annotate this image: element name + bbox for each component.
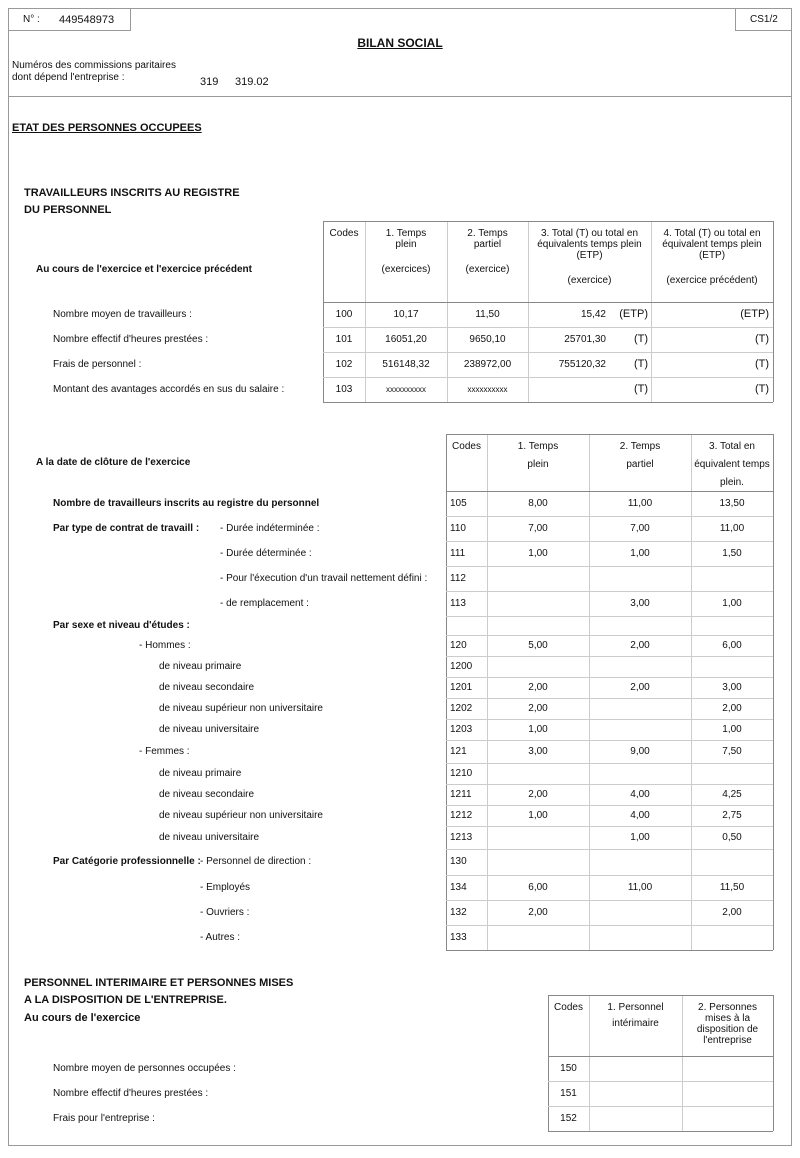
page-code-box xyxy=(735,8,792,31)
row-code: 1211 xyxy=(450,789,472,800)
cell-value: 755120,32 xyxy=(558,359,606,370)
table-grid-line xyxy=(446,875,773,876)
interim-title-line-1: PERSONNEL INTERIMAIRE ET PERSONNES MISES xyxy=(24,977,294,989)
table-grid-line xyxy=(323,221,773,222)
commissions-label-line-2: dont dépend l'entreprise : xyxy=(12,72,125,83)
row-label: - Durée indéterminée : xyxy=(220,523,320,534)
table-grid-line xyxy=(773,995,774,1131)
table-grid-line xyxy=(446,541,773,542)
cell-value: 11,00 xyxy=(627,882,653,893)
table-grid-line xyxy=(446,698,773,699)
col-header: 1. Temps xyxy=(385,228,427,239)
row-label: Nombre effectif d'heures prestées : xyxy=(53,1088,209,1099)
col-header: disposition de xyxy=(696,1024,759,1035)
table-grid-line xyxy=(446,434,447,950)
col-header: (ETP) xyxy=(698,250,726,261)
row-label: - Durée déterminée : xyxy=(220,548,312,559)
cell-value: 1,00 xyxy=(630,548,650,559)
table-grid-line xyxy=(446,616,773,617)
col-header: intérimaire xyxy=(612,1018,659,1029)
cell-value: 9650,10 xyxy=(469,334,506,345)
row-label: - Pour l'éxecution d'un travail nettement défini : xyxy=(220,573,428,584)
row-label: Frais pour l'entreprise : xyxy=(53,1113,155,1124)
table-grid-line xyxy=(446,635,773,636)
col-header: 3. Total (T) ou total en xyxy=(540,228,639,239)
row-label: - Personnel de direction : xyxy=(200,856,312,867)
cell-value: 1,00 xyxy=(722,598,742,609)
row-label: - Employés xyxy=(200,882,251,893)
registre-period-label: Au cours de l'exercice et l'exercice précédent xyxy=(36,264,252,275)
table-grid-line xyxy=(323,377,773,378)
interim-title-line-2: A LA DISPOSITION DE L'ENTREPRISE. xyxy=(24,994,227,1006)
cloture-period-label: A la date de clôture de l'exercice xyxy=(36,457,191,468)
cell-value: 10,17 xyxy=(393,309,419,320)
commissions-label-line-1: Numéros des commissions paritaires xyxy=(12,60,176,71)
registration-number-label: N° : xyxy=(23,14,40,25)
row-code: 112 xyxy=(450,573,466,584)
cell-value: 516148,32 xyxy=(382,359,430,370)
col-header: plein xyxy=(395,239,417,250)
row-label: de niveau universitaire xyxy=(159,832,260,843)
col-header: plein xyxy=(527,459,549,470)
table-grid-line xyxy=(446,925,773,926)
cell-value: 11,00 xyxy=(627,498,653,509)
cell-value: 1,00 xyxy=(630,832,650,843)
row-code: 1202 xyxy=(450,703,473,714)
row-code: 150 xyxy=(560,1063,577,1074)
row-code: 111 xyxy=(450,548,466,559)
col-header: 1. Personnel xyxy=(607,1002,664,1013)
table-grid-line xyxy=(548,1106,773,1107)
cell-value: 1,00 xyxy=(528,810,548,821)
row-code: 113 xyxy=(450,598,466,609)
table-grid-line xyxy=(446,656,773,657)
col-header: mises à la xyxy=(704,1013,750,1024)
row-label: - Ouvriers : xyxy=(200,907,250,918)
table-grid-line xyxy=(548,1131,773,1132)
cell-value: 5,00 xyxy=(528,640,548,651)
cell-value: 4,00 xyxy=(630,789,650,800)
col-header: (exercices) xyxy=(381,264,431,275)
row-label: de niveau secondaire xyxy=(159,682,255,693)
cell-value: 11,50 xyxy=(719,882,745,893)
table-grid-line xyxy=(446,491,773,492)
registre-title-line-2: DU PERSONNEL xyxy=(24,204,112,216)
col-header: 3. Total en xyxy=(709,441,755,452)
page-code: CS1/2 xyxy=(750,14,778,25)
table-grid-line xyxy=(446,784,773,785)
cell-value: 25701,30 xyxy=(564,334,606,345)
table-grid-line xyxy=(446,740,773,741)
col-header: 2. Temps xyxy=(467,228,508,239)
cell-value: 9,00 xyxy=(630,746,650,757)
col-header: partiel xyxy=(473,239,502,250)
table-grid-line xyxy=(446,434,773,435)
cell-value: 2,00 xyxy=(630,640,650,651)
col-header: 4. Total (T) ou total en xyxy=(663,228,761,239)
row-label: Nombre moyen de personnes occupées : xyxy=(53,1063,236,1074)
row-code: 1200 xyxy=(450,661,473,672)
table-grid-line xyxy=(446,516,773,517)
cell-value: xxxxxxxxxx xyxy=(386,385,426,394)
cell-value: 2,00 xyxy=(528,789,548,800)
cell-value: 2,75 xyxy=(722,810,742,821)
row-code: 134 xyxy=(450,882,467,893)
registre-title-line-1: TRAVAILLEURS INSCRITS AU REGISTRE xyxy=(24,187,240,199)
col-header: plein. xyxy=(720,477,744,488)
table-grid-line xyxy=(446,826,773,827)
commission-number: 319 xyxy=(200,76,219,88)
cell-value: 2,00 xyxy=(722,907,742,918)
table-grid-line xyxy=(323,302,773,303)
header-divider xyxy=(8,96,792,97)
table-grid-line xyxy=(548,995,773,996)
cell-value: 1,50 xyxy=(722,548,742,559)
row-code: 130 xyxy=(450,856,467,867)
registration-number-box xyxy=(8,8,131,31)
unit-label: (T) xyxy=(754,383,769,395)
unit-label: (T) xyxy=(633,383,648,395)
cell-value: 11,00 xyxy=(719,523,745,534)
cell-value: 4,25 xyxy=(722,789,742,800)
commission-number: 319.02 xyxy=(235,76,269,88)
group-label: Par sexe et niveau d'études : xyxy=(53,620,190,631)
col-header: l'entreprise xyxy=(703,1035,752,1046)
codes-header: Codes xyxy=(452,441,481,452)
table-grid-line xyxy=(589,995,590,1131)
col-header: équivalent temps plein xyxy=(662,239,762,250)
row-code: 103 xyxy=(335,384,353,395)
row-code: 105 xyxy=(450,498,467,509)
cell-value: 1,00 xyxy=(528,548,548,559)
cell-value: 3,00 xyxy=(528,746,548,757)
table-grid-line xyxy=(446,591,773,592)
row-code: 1212 xyxy=(450,810,473,821)
cell-value: 2,00 xyxy=(528,703,548,714)
row-code: 133 xyxy=(450,932,467,943)
row-code: 1213 xyxy=(450,832,473,843)
group-label: Nombre de travailleurs inscrits au registre du personnel xyxy=(53,498,320,509)
table-grid-line xyxy=(446,763,773,764)
row-label: Nombre effectif d'heures prestées : xyxy=(53,334,209,345)
cell-value: 2,00 xyxy=(630,682,650,693)
row-label: de niveau primaire xyxy=(159,768,242,779)
row-label: de niveau supérieur non universitaire xyxy=(159,810,323,821)
row-label: Frais de personnel : xyxy=(53,359,142,370)
interim-period-label: Au cours de l'exercice xyxy=(24,1012,141,1024)
table-grid-line xyxy=(446,849,773,850)
cell-value: 15,42 xyxy=(580,309,606,320)
cell-value: 0,50 xyxy=(722,832,742,843)
cell-value: 3,00 xyxy=(722,682,742,693)
row-label: - Femmes : xyxy=(139,746,190,757)
row-label: - de remplacement : xyxy=(220,598,309,609)
cell-value: 238972,00 xyxy=(463,359,512,370)
unit-label: (T) xyxy=(633,358,648,370)
table-grid-line xyxy=(446,677,773,678)
row-code: 101 xyxy=(335,334,353,345)
col-header: (exercice) xyxy=(465,264,510,275)
cell-value: 6,00 xyxy=(722,640,742,651)
col-header: équivalent temps xyxy=(694,459,770,470)
table-grid-line xyxy=(323,402,773,403)
row-code: 1203 xyxy=(450,724,473,735)
group-label: Par Catégorie professionnelle : xyxy=(53,856,201,867)
cell-value: 4,00 xyxy=(630,810,650,821)
table-grid-line xyxy=(323,352,773,353)
page-title: BILAN SOCIAL xyxy=(357,36,443,50)
table-grid-line xyxy=(548,1081,773,1082)
table-grid-line xyxy=(446,805,773,806)
col-header: 2. Temps xyxy=(619,441,661,452)
cell-value: 2,00 xyxy=(528,682,548,693)
row-label: de niveau universitaire xyxy=(159,724,260,735)
row-code: 151 xyxy=(560,1088,577,1099)
col-header: (ETP) xyxy=(576,250,603,261)
row-label: Nombre moyen de travailleurs : xyxy=(53,309,192,320)
col-header: 2. Personnes xyxy=(698,1002,757,1013)
table-grid-line xyxy=(773,221,774,402)
cell-value: 2,00 xyxy=(722,703,742,714)
unit-label: (ETP) xyxy=(740,308,769,320)
codes-header: Codes xyxy=(554,1002,583,1013)
row-label: de niveau primaire xyxy=(159,661,242,672)
table-grid-line xyxy=(446,719,773,720)
cell-value: 1,00 xyxy=(722,724,742,735)
cell-value: 8,00 xyxy=(528,498,548,509)
table-grid-line xyxy=(773,434,774,950)
row-code: 1201 xyxy=(450,682,473,693)
col-header: (exercice précédent) xyxy=(666,275,758,286)
table-grid-line xyxy=(548,1056,773,1057)
cell-value: 6,00 xyxy=(528,882,548,893)
cell-value: 11,50 xyxy=(475,309,500,320)
cell-value: xxxxxxxxxx xyxy=(467,385,508,394)
unit-label: (T) xyxy=(754,333,769,345)
table-grid-line xyxy=(446,566,773,567)
cell-value: 7,50 xyxy=(722,746,742,757)
row-label: - Autres : xyxy=(200,932,241,943)
row-code: 121 xyxy=(450,746,467,757)
table-grid-line xyxy=(323,327,773,328)
unit-label: (ETP) xyxy=(619,308,648,320)
cell-value: 3,00 xyxy=(630,598,650,609)
registration-number: 449548973 xyxy=(59,14,115,26)
col-header: 1. Temps xyxy=(517,441,559,452)
unit-label: (T) xyxy=(754,358,769,370)
col-header: (exercice) xyxy=(567,275,612,286)
table-grid-line xyxy=(446,950,773,951)
cell-value: 2,00 xyxy=(528,907,548,918)
col-header: équivalents temps plein xyxy=(537,239,642,250)
cell-value: 7,00 xyxy=(528,523,548,534)
group-label: Par type de contrat de travaill : xyxy=(53,523,200,534)
table-grid-line xyxy=(446,900,773,901)
unit-label: (T) xyxy=(633,333,648,345)
row-code: 132 xyxy=(450,907,467,918)
row-label: de niveau supérieur non universitaire xyxy=(159,703,323,714)
cell-value: 13,50 xyxy=(719,498,745,509)
row-code: 152 xyxy=(560,1113,577,1124)
row-code: 102 xyxy=(335,359,353,370)
row-code: 110 xyxy=(450,523,466,534)
section-title: ETAT DES PERSONNES OCCUPEES xyxy=(12,122,202,134)
row-label: - Hommes : xyxy=(139,640,191,651)
row-code: 1210 xyxy=(450,768,473,779)
row-label: Montant des avantages accordés en sus du salaire : xyxy=(53,384,285,395)
codes-header: Codes xyxy=(329,228,359,239)
cell-value: 16051,20 xyxy=(385,334,427,345)
cell-value: 7,00 xyxy=(630,523,650,534)
cell-value: 1,00 xyxy=(528,724,548,735)
row-label: de niveau secondaire xyxy=(159,789,255,800)
row-code: 100 xyxy=(335,309,353,320)
row-code: 120 xyxy=(450,640,467,651)
col-header: partiel xyxy=(626,459,654,470)
